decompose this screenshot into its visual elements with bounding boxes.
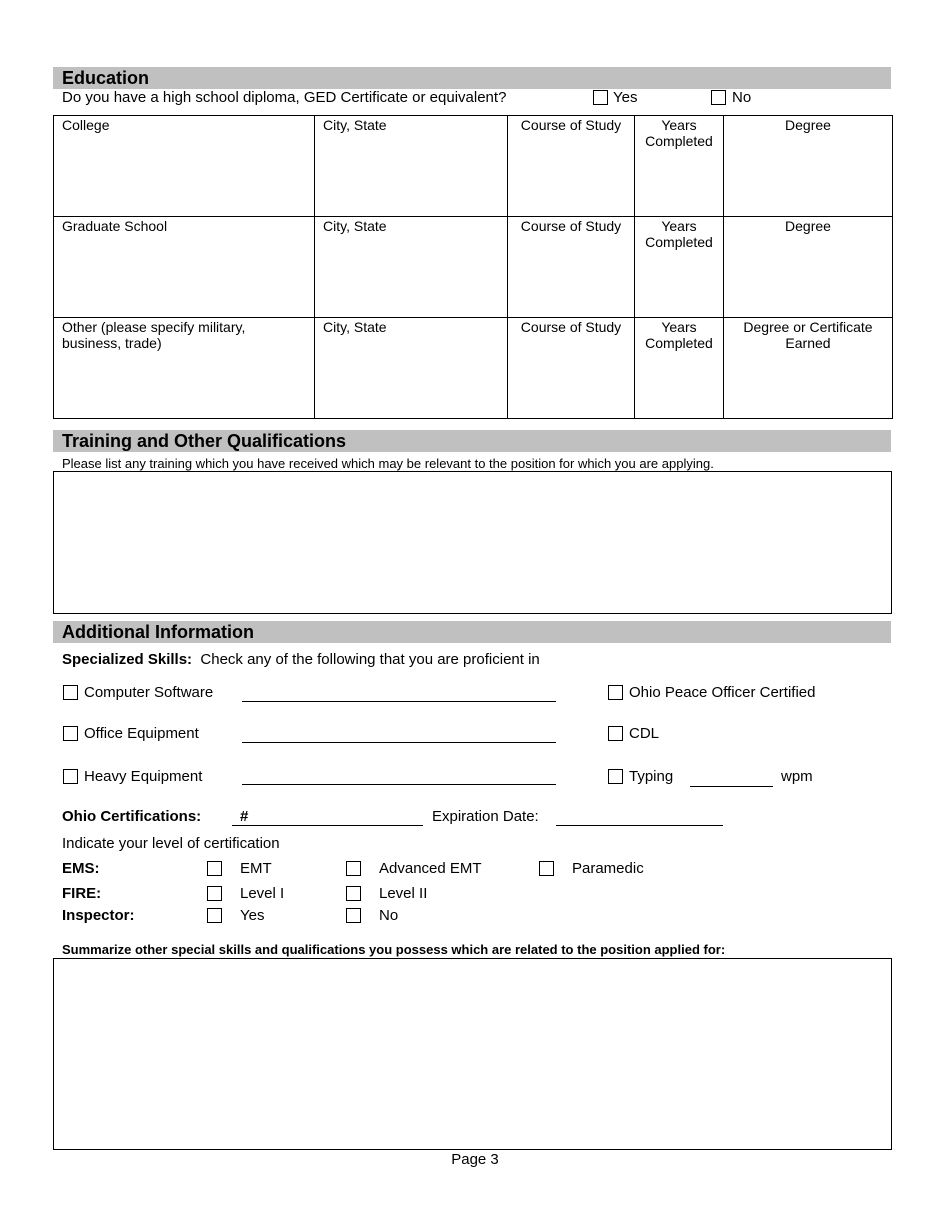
- college-cell[interactable]: [54, 116, 315, 217]
- table-row: [54, 318, 893, 419]
- page-number: Page 3: [451, 1151, 499, 1168]
- other-years-cell[interactable]: [635, 318, 724, 419]
- office-equipment-line[interactable]: [242, 742, 556, 743]
- typing-label: Typing: [629, 768, 674, 785]
- training-section-header: Training and Other Qualifications: [53, 430, 891, 452]
- other-course-cell[interactable]: [508, 318, 635, 419]
- inspector-no-label: No: [379, 907, 399, 924]
- training-textarea[interactable]: [53, 471, 892, 614]
- degree-label: Degree: [785, 117, 831, 133]
- graduate-course-cell[interactable]: [508, 217, 635, 318]
- college-years-cell[interactable]: [635, 116, 724, 217]
- other-label: Other (please specify military, business, trade): [62, 319, 246, 351]
- college-course-cell[interactable]: [508, 116, 635, 217]
- graduate-label: Graduate School: [62, 218, 168, 234]
- years-label: Years Completed: [645, 218, 713, 250]
- expiration-line[interactable]: [556, 825, 723, 826]
- ohio-cert-label: Ohio Certifications:: [62, 808, 202, 825]
- diploma-yes-label: Yes: [613, 89, 638, 106]
- peace-officer-label: Ohio Peace Officer Certified: [629, 684, 816, 701]
- diploma-no-checkbox[interactable]: [711, 90, 726, 105]
- location-label: City, State: [323, 218, 387, 234]
- course-label: Course of Study: [520, 218, 622, 234]
- other-location-cell[interactable]: [315, 318, 508, 419]
- computer-software-checkbox[interactable]: [63, 685, 78, 700]
- course-label: Course of Study: [520, 117, 622, 133]
- emt-label: EMT: [240, 860, 272, 877]
- typing-checkbox[interactable]: [608, 769, 623, 784]
- heavy-equipment-checkbox[interactable]: [63, 769, 78, 784]
- office-equipment-label: Office Equipment: [84, 725, 199, 742]
- level-instruction: Indicate your level of certification: [62, 835, 280, 852]
- typing-wpm-line[interactable]: [690, 786, 773, 787]
- diploma-no-label: No: [732, 89, 752, 106]
- heavy-equipment-line[interactable]: [242, 784, 556, 785]
- years-label: Years Completed: [645, 117, 713, 149]
- summary-textarea[interactable]: [53, 958, 892, 1150]
- fire-level-2-label: Level II: [379, 885, 428, 902]
- peace-officer-checkbox[interactable]: [608, 685, 623, 700]
- paramedic-label: Paramedic: [572, 860, 644, 877]
- skills-instruction: Check any of the following that you are proficient in: [200, 651, 540, 668]
- expiration-label: Expiration Date:: [432, 808, 539, 825]
- location-label: City, State: [323, 319, 387, 335]
- cert-number-line[interactable]: [232, 825, 423, 826]
- skills-instruction-line: [62, 651, 540, 668]
- paramedic-checkbox[interactable]: [539, 861, 554, 876]
- fire-label: FIRE:: [62, 885, 102, 902]
- skills-heading: Specialized Skills:: [62, 651, 193, 668]
- graduate-years-cell[interactable]: [635, 217, 724, 318]
- computer-software-line[interactable]: [242, 701, 556, 702]
- years-label: Years Completed: [645, 319, 713, 351]
- college-location-cell[interactable]: [315, 116, 508, 217]
- advanced-emt-checkbox[interactable]: [346, 861, 361, 876]
- fire-level-2-checkbox[interactable]: [346, 886, 361, 901]
- additional-section-header: Additional Information: [53, 621, 891, 643]
- table-row: [54, 116, 893, 217]
- fire-level-1-checkbox[interactable]: [207, 886, 222, 901]
- college-degree-cell[interactable]: [724, 116, 893, 217]
- location-label: City, State: [323, 117, 387, 133]
- course-label: Course of Study: [520, 319, 622, 335]
- wpm-label: wpm: [781, 768, 813, 785]
- inspector-yes-label: Yes: [240, 907, 265, 924]
- diploma-yes-checkbox[interactable]: [593, 90, 608, 105]
- advanced-emt-label: Advanced EMT: [379, 860, 482, 877]
- summary-instruction: Summarize other special skills and qualifications you possess which are related to the position applied for:: [62, 942, 726, 957]
- fire-level-1-label: Level I: [240, 885, 285, 902]
- inspector-label: Inspector:: [62, 907, 135, 924]
- college-label: College: [62, 117, 110, 133]
- degree-label: Degree: [785, 218, 831, 234]
- cdl-label: CDL: [629, 725, 660, 742]
- computer-software-label: Computer Software: [84, 684, 214, 701]
- graduate-location-cell[interactable]: [315, 217, 508, 318]
- inspector-no-checkbox[interactable]: [346, 908, 361, 923]
- diploma-question: Do you have a high school diploma, GED Certificate or equivalent?: [62, 89, 507, 106]
- ems-label: EMS:: [62, 860, 100, 877]
- table-row: [54, 217, 893, 318]
- degree-label: Degree or Certificate Earned: [743, 319, 873, 351]
- inspector-yes-checkbox[interactable]: [207, 908, 222, 923]
- training-instruction: Please list any training which you have received which may be relevant to the position for which you are applying.: [62, 456, 714, 471]
- heavy-equipment-label: Heavy Equipment: [84, 768, 203, 785]
- graduate-cell[interactable]: [54, 217, 315, 318]
- other-degree-cell[interactable]: [724, 318, 893, 419]
- graduate-degree-cell[interactable]: [724, 217, 893, 318]
- emt-checkbox[interactable]: [207, 861, 222, 876]
- education-section-header: Education: [53, 67, 891, 89]
- office-equipment-checkbox[interactable]: [63, 726, 78, 741]
- education-table: [53, 115, 893, 419]
- other-cell[interactable]: [54, 318, 315, 419]
- cdl-checkbox[interactable]: [608, 726, 623, 741]
- cert-number-sign: #: [240, 808, 249, 825]
